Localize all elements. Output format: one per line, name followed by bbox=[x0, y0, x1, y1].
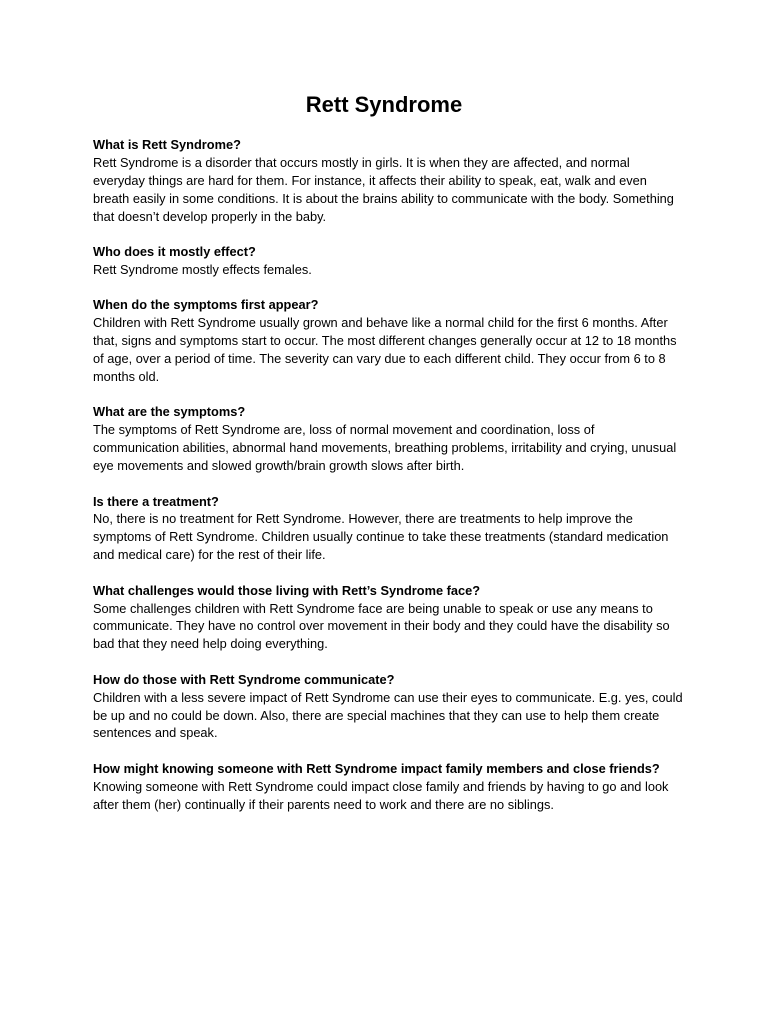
section-question: When do the symptoms first appear? bbox=[93, 297, 319, 313]
section-symptoms bbox=[93, 403, 683, 475]
section-challenges bbox=[93, 582, 683, 654]
section-answer: Children with a less severe impact of Rett Syndrome can use their eyes to communicate. E.g. yes, could be up and no could be down. Also, there are special machines that they can use to help them create sentences and speak. bbox=[93, 689, 683, 741]
section-question: What are the symptoms? bbox=[93, 404, 246, 420]
section-communication bbox=[93, 671, 683, 743]
section-question: What is Rett Syndrome? bbox=[93, 137, 241, 152]
section-treatment bbox=[93, 493, 683, 565]
section-family-impact bbox=[93, 760, 683, 814]
section-symptoms-appear bbox=[93, 296, 683, 386]
document-body bbox=[93, 136, 683, 831]
section-answer: No, there is no treatment for Rett Syndrome. However, there are treatments to help improve the symptoms of Rett Syndrome. Children usually continue to take these treatments (standard medication and medical care) for the rest of their life. bbox=[93, 511, 669, 563]
section-answer: Rett Syndrome is a disorder that occurs mostly in girls. It is when they are affected, and normal everyday things are hard for them. For instance, it affects their ability to speak, eat, walk and even breath easily in some conditions. It is about the brains ability to communicate with the body. Something that doesn’t develop properly in the baby. bbox=[93, 154, 674, 224]
section-what-is bbox=[93, 136, 683, 226]
section-question: How might knowing someone with Rett Syndrome impact family members and close friends? bbox=[93, 760, 660, 776]
section-question: Is there a treatment? bbox=[93, 493, 219, 509]
section-question: What challenges would those living with Rett’s Syndrome face? bbox=[93, 582, 481, 598]
section-question: How do those with Rett Syndrome communicate? bbox=[93, 671, 395, 687]
document-title: Rett Syndrome bbox=[305, 92, 463, 117]
section-who-affected bbox=[93, 243, 683, 279]
section-answer: Knowing someone with Rett Syndrome could impact close family and friends by having to go and look after them (her) continually if their parents need to work and there are no siblings. bbox=[93, 778, 669, 812]
section-question: Who does it mostly effect? bbox=[93, 244, 256, 260]
section-answer: The symptoms of Rett Syndrome are, loss of normal movement and coordination, loss of communication abilities, abnormal hand movements, breathing problems, irritability and crying, unusual eye movements and slowed growth/brain growth slows after birth. bbox=[93, 422, 677, 474]
section-answer: Some challenges children with Rett Syndrome face are being unable to speak or use any means to communicate. They have no control over movement in their body and they could have the disability so bad that they need help doing everything. bbox=[93, 600, 670, 652]
section-answer: Children with Rett Syndrome usually grown and behave like a normal child for the first 6 months. After that, signs and symptoms start to occur. The most different changes generally occur at 12 to 18 months of age, over a period of time. The severity can vary due to each different child. They occur from 6 to 8 months old. bbox=[93, 315, 677, 384]
section-answer: Rett Syndrome mostly effects females. bbox=[93, 261, 312, 277]
